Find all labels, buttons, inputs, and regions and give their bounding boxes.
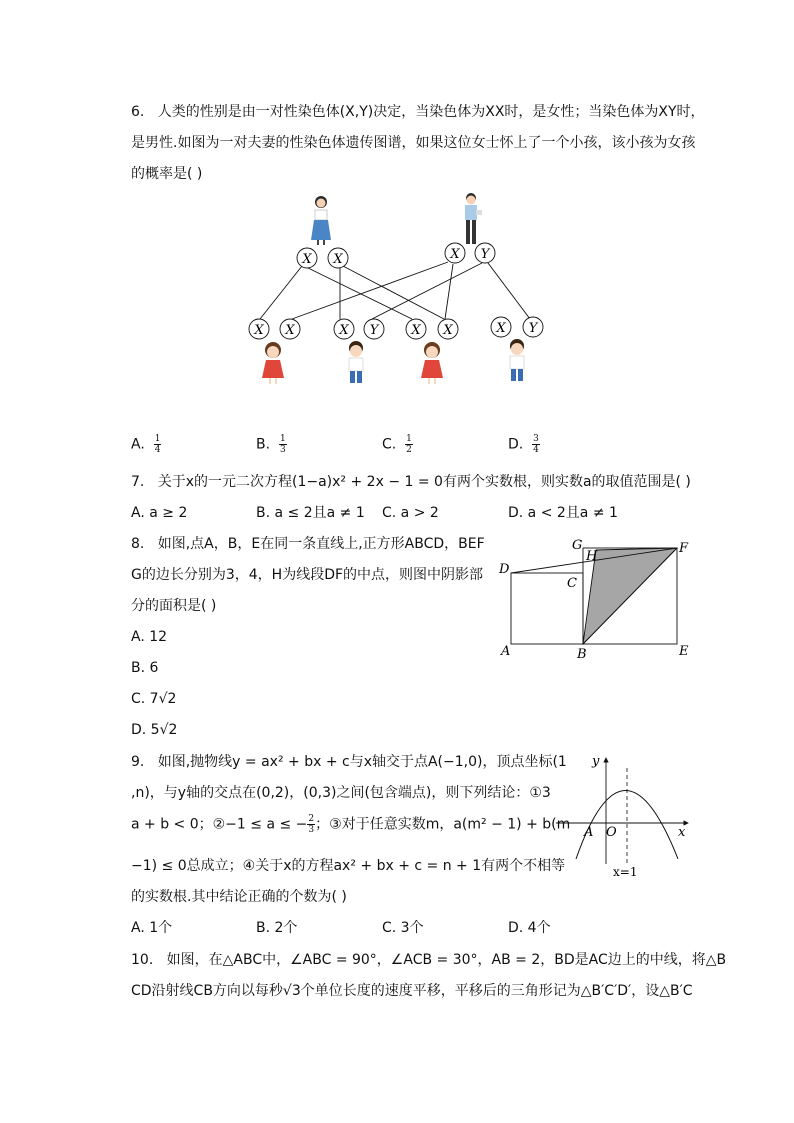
q7-line <box>131 472 691 492</box>
label-f: F <box>679 541 689 556</box>
mother-chromosomes <box>297 248 348 268</box>
q10-text-line1: 如图，在△ABC中，∠ABC = 90°，∠ACB = 30°，AB = 2，BD是AC边上的中线，将△B <box>166 952 727 968</box>
q9-line3 <box>131 814 570 835</box>
q6-option-c-fraction <box>405 434 413 455</box>
q6-option-a-label: A. <box>131 436 145 453</box>
mother-chromosome-2: X <box>333 252 343 267</box>
label-h: H <box>586 549 598 564</box>
q6-b-den: 3 <box>279 445 286 455</box>
q7-number: 7. <box>131 474 145 490</box>
q9-line1 <box>131 752 567 772</box>
q6-option-d-label: D. <box>508 436 524 453</box>
child-1-chr-1: X <box>254 323 264 338</box>
child-1-chr-2: X <box>285 323 295 338</box>
label-c: C <box>567 576 577 591</box>
child-4-chr-2: Y <box>528 321 538 336</box>
inheritance-lines <box>260 262 530 319</box>
child-2-chromosomes <box>334 319 384 339</box>
label-axis-of-symmetry: x=1 <box>613 865 638 879</box>
label-b: B <box>577 647 587 660</box>
q9-option-c[interactable]: C. 3个 <box>382 920 424 936</box>
label-d: D <box>499 562 510 577</box>
q8-line1 <box>131 534 485 554</box>
mother-icon <box>311 196 331 245</box>
q6-option-d-fraction <box>532 434 540 455</box>
q7-option-c[interactable]: C. a > 2 <box>382 505 439 521</box>
q8-text-line2: G的边长分别为3，4，H为线段DF的中点，则图中阴影部 <box>131 567 484 583</box>
q6-option-c[interactable] <box>382 434 413 455</box>
q6-number: 6. <box>131 104 145 120</box>
label-y: y <box>592 754 600 769</box>
q10-text-line2: CD沿射线CB方向以每秒√3个单位长度的速度平移，平移后的三角形记为△B′C′D′，设△B′C <box>131 983 693 999</box>
child-1-chromosomes <box>249 319 300 339</box>
child-3-chromosomes <box>406 319 458 339</box>
q6-c-num: 1 <box>406 434 412 444</box>
girl-icon <box>421 342 443 384</box>
q6-inheritance-diagram <box>240 190 560 395</box>
q9-parabola-figure <box>550 752 700 882</box>
q9-option-d[interactable]: D. 4个 <box>508 920 551 936</box>
q6-option-b-label: B. <box>256 436 271 453</box>
q9-fraction <box>307 814 315 835</box>
q9-option-a[interactable]: A. 1个 <box>131 920 173 936</box>
label-a: A <box>501 644 511 659</box>
father-chromosome-1: X <box>450 247 460 262</box>
boy-icon <box>349 341 363 383</box>
q6-a-den: 4 <box>154 445 161 455</box>
q8-squares-figure <box>495 535 700 660</box>
child-3-chr-2: X <box>443 323 453 338</box>
q6-option-b[interactable] <box>256 434 287 455</box>
q7-option-a[interactable]: A. a ≥ 2 <box>131 505 188 521</box>
q10-number: 10. <box>131 952 154 968</box>
child-3-chr-1: X <box>411 323 421 338</box>
mother-chromosome-1: X <box>302 252 312 267</box>
q9-number: 9. <box>131 754 145 770</box>
q6-text-line1: 人类的性别是由一对性染色体(X,Y)决定，当染色体为XX时，是女性；当染色体为XY时， <box>157 104 705 120</box>
q8-option-a[interactable]: A. 12 <box>131 629 168 645</box>
q9-text-line3b: ；③对于任意实数m，a(m² − 1) + b(m <box>315 816 571 833</box>
label-x: x <box>678 825 686 840</box>
q9-frac-den: 3 <box>308 825 315 835</box>
q6-d-den: 4 <box>533 445 539 455</box>
q6-option-a-fraction <box>154 434 162 455</box>
label-e: E <box>679 644 689 659</box>
q9-option-b[interactable]: B. 2个 <box>256 920 298 936</box>
q6-text-line3: 的概率是( ) <box>131 166 203 182</box>
child-2-chr-1: X <box>339 323 349 338</box>
q8-option-b[interactable]: B. 6 <box>131 660 159 676</box>
father-icon <box>465 193 482 244</box>
q6-b-num: 1 <box>279 434 286 444</box>
q6-d-num: 3 <box>533 434 539 444</box>
q6-line1 <box>131 102 705 122</box>
q7-option-b[interactable]: B. a ≤ 2且a ≠ 1 <box>256 505 365 521</box>
label-g: G <box>572 538 583 553</box>
child-2-chr-2: Y <box>369 323 379 338</box>
q9-text-line4: −1) ≤ 0总成立；④关于x的方程ax² + bx + c = n + 1有两个不相等 <box>131 858 566 874</box>
q9-text-line5: 的实数根.其中结论正确的个数为( ) <box>131 889 347 905</box>
q6-text-line2: 是男性.如图为一对夫妻的性染色体遗传图谱，如果这位女士怀上了一个小孩，该小孩为女孩 <box>131 135 696 151</box>
girl-icon <box>262 342 284 384</box>
father-chromosomes <box>445 243 495 263</box>
label-a: A <box>584 825 594 840</box>
father-chromosome-2: Y <box>480 247 490 262</box>
child-4-chromosomes <box>491 317 543 337</box>
q8-text-line1: 如图,点A，B，E在同一条直线上,正方形ABCD，BEF <box>157 536 485 552</box>
q6-option-d[interactable] <box>508 434 540 455</box>
q9-text-line1: 如图,抛物线y = ax² + bx + c与x轴交于点A(−1,0)，顶点坐标(1 <box>157 754 567 770</box>
label-o: O <box>606 825 617 840</box>
q6-option-b-fraction <box>279 434 287 455</box>
child-4-chr-1: X <box>496 321 506 336</box>
q9-frac-num: 2 <box>308 814 315 824</box>
q6-option-a[interactable] <box>131 434 161 455</box>
q6-option-c-label: C. <box>382 436 397 453</box>
q7-option-d[interactable]: D. a < 2且a ≠ 1 <box>508 505 618 521</box>
q8-option-d[interactable]: D. 5√2 <box>131 722 178 738</box>
boy-icon <box>510 339 524 381</box>
q10-line1 <box>131 950 726 970</box>
q9-text-line2: ,n)，与y轴的交点在(0,2)，(0,3)之间(包含端点)，则下列结论：①3 <box>131 785 551 801</box>
q9-text-line3a: a + b < 0；②−1 ≤ a ≤ − <box>131 816 308 833</box>
q8-number: 8. <box>131 536 145 552</box>
q8-text-line3: 分的面积是( ) <box>131 598 217 614</box>
q6-a-num: 1 <box>154 434 161 444</box>
q8-option-c[interactable]: C. 7√2 <box>131 691 177 707</box>
q6-c-den: 2 <box>406 445 412 455</box>
q7-text: 关于x的一元二次方程(1−a)x² + 2x − 1 = 0有两个实数根，则实数a的取值范围是( ) <box>157 474 691 490</box>
